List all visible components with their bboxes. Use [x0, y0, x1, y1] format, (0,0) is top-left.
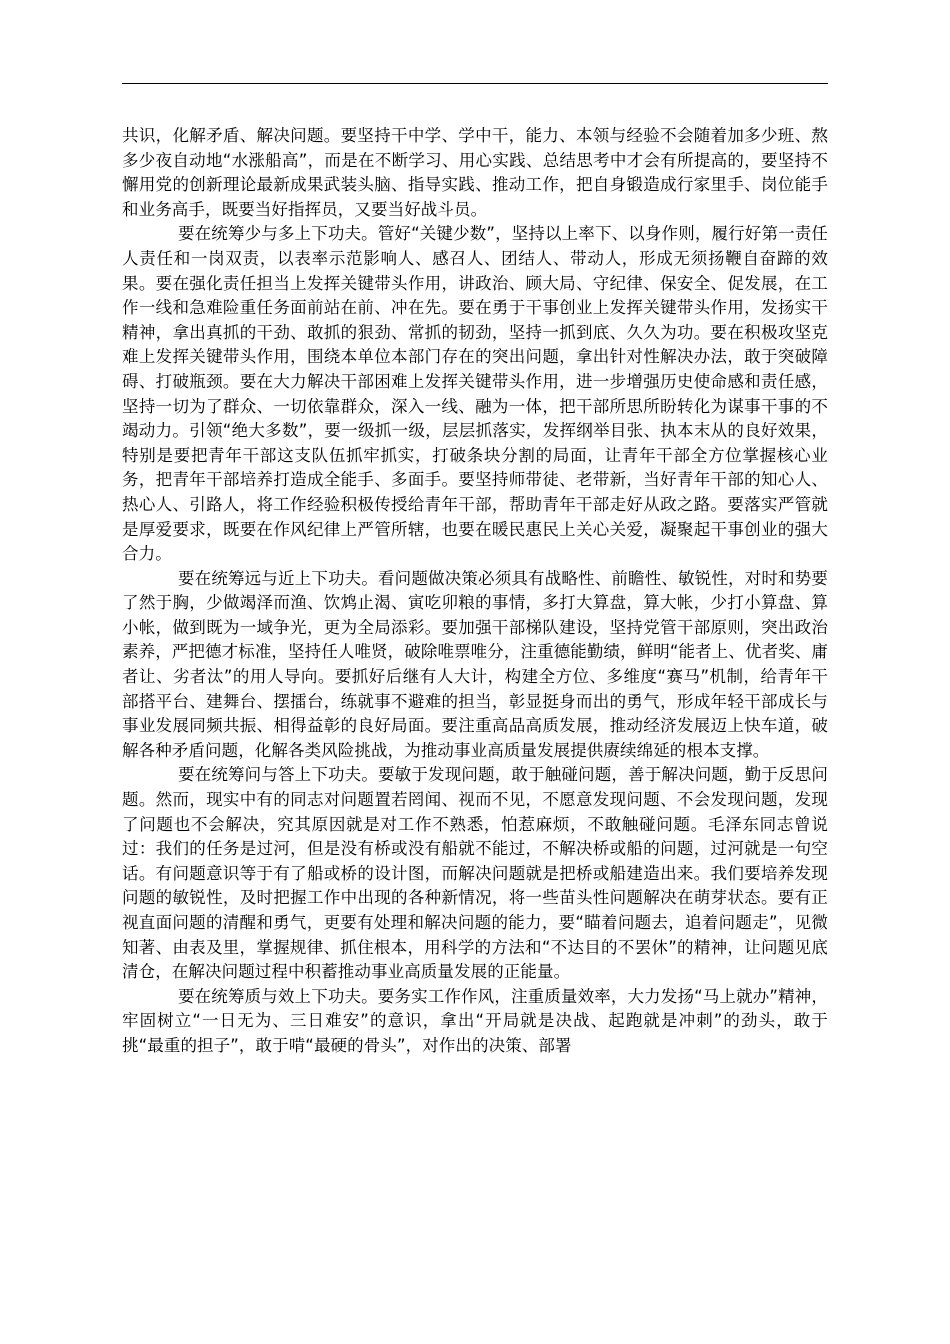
- document-body: [122, 124, 828, 1059]
- header-rule: [122, 83, 828, 84]
- paragraph-quality-and-efficiency: 要在统筹质与效上下功夫。要务实工作作风，注重质量效率，大力发扬“马上就办”精神，牢固树立“一日无为、三日难安”的意识，拿出“开局就是决战、起跑就是冲刺”的劲头，敢于挑“最重的担子”，敢于啃“最硬的骨头”，对作出的决策、部署: [122, 986, 828, 1055]
- paragraph-few-and-many: 要在统筹少与多上下功夫。管好“关键少数”，坚持以上率下、以身作则，履行好第一责任人责任和一岗双责，以表率示范影响人、感召人、团结人、带动人，形成无须扬鞭自奋蹄的效果。要在强化责任担当上发挥关键带头作用，讲政治、顾大局、守纪律、保安全、促发展，在工作一线和急难险重任务面前站在前、冲在先。要在勇于干事创业上发挥关键带头作用，发扬实干精神，拿出真抓的干劲、敢抓的狠劲、常抓的韧劲，坚持一抓到底、久久为功。要在积极攻坚克难上发挥关键带头作用，围绕本单位本部门存在的突出问题，拿出针对性解决办法，敢于突破障碍、打破瓶颈。要在大力解决干部困难上发挥关键带头作用，进一步增强历史使命感和责任感，坚持一切为了群众、一切依靠群众，深入一线、融为一体，把干部所思所盼转化为谋事干事的不竭动力。引领“绝大多数”，要一级抓一级，层层抓落实，发挥纲举目张、执本末从的良好效果，特别是要把青年干部这支队伍抓牢抓实，打破条块分割的局面，让青年干部全方位掌握核心业务，把青年干部培养打造成全能手、多面手。要坚持师带徒、老带新，当好青年干部的知心人、热心人、引路人，将工作经验积极传授给青年干部，帮助青年干部走好从政之路。要落实严管就是厚爱要求，既要在作风纪律上严管所辖，也要在暖民惠民上关心关爱，凝聚起干事创业的强大合力。: [122, 224, 828, 564]
- paragraph-continuation: 共识，化解矛盾、解决问题。要坚持干中学、学中干，能力、本领与经验不会随着加多少班、熬多少夜自动地“水涨船高”，而是在不断学习、用心实践、总结思考中才会有所提高的，要坚持不懈用党的创新理论最新成果武装头脑、指导实践、推动工作，把自身锻造成行家里手、岗位能手和业务高手，既要当好指挥员，又要当好战斗员。: [122, 126, 828, 219]
- paragraph-question-and-answer: 要在统筹问与答上下功夫。要敏于发现问题，敢于触碰问题，善于解决问题，勤于反思问题。然而，现实中有的同志对问题置若罔闻、视而不见，不愿意发现问题、不会发现问题，发现了问题也不会解决，究其原因就是对工作不熟悉，怕惹麻烦，不敢触碰问题。毛泽东同志曾说过：我们的任务是过河，但是没有桥或没有船就不能过，不解决桥或船的问题，过河就是一句空话。有问题意识等于有了船或桥的设计图，而解决问题就是把桥或船建造出来。我们要培养发现问题的敏锐性，及时把握工作中出现的各种新情况，将一些苗头性问题解决在萌芽状态。要有正视直面问题的清醒和勇气，更要有处理和解决问题的能力，要“瞄着问题去，追着问题走”，见微知著、由表及里，掌握规律、抓住根本，用科学的方法和“不达目的不罢休”的精神，让问题见底清仓，在解决问题过程中积蓄推动事业高质量发展的正能量。: [122, 765, 828, 982]
- paragraph-far-and-near: 要在统筹远与近上下功夫。看问题做决策必须具有战略性、前瞻性、敏锐性，对时和势要了然于胸，少做竭泽而渔、饮鸩止渴、寅吃卯粮的事情，多打大算盘，算大帐，少打小算盘、算小帐，做到既为一域争光，更为全局添彩。要加强干部梯队建设，坚持党管干部原则，突出政治素养，严把德才标准，坚持任人唯贤，破除唯票唯分，注重德能勤绩，鲜明“能者上、优者奖、庸者让、劣者汰”的用人导向。要抓好后继有人大计，构建全方位、多维度“赛马”机制，给青年干部搭平台、建舞台、摆擂台，练就事不避难的担当，彰显挺身而出的勇气，形成年轻干部成长与事业发展同频共振、相得益彰的良好局面。要注重高品高质发展，推动经济发展迈上快车道，破解各种矛盾问题，化解各类风险挑战，为推动事业高质量发展提供赓续绵延的根本支撑。: [122, 568, 828, 760]
